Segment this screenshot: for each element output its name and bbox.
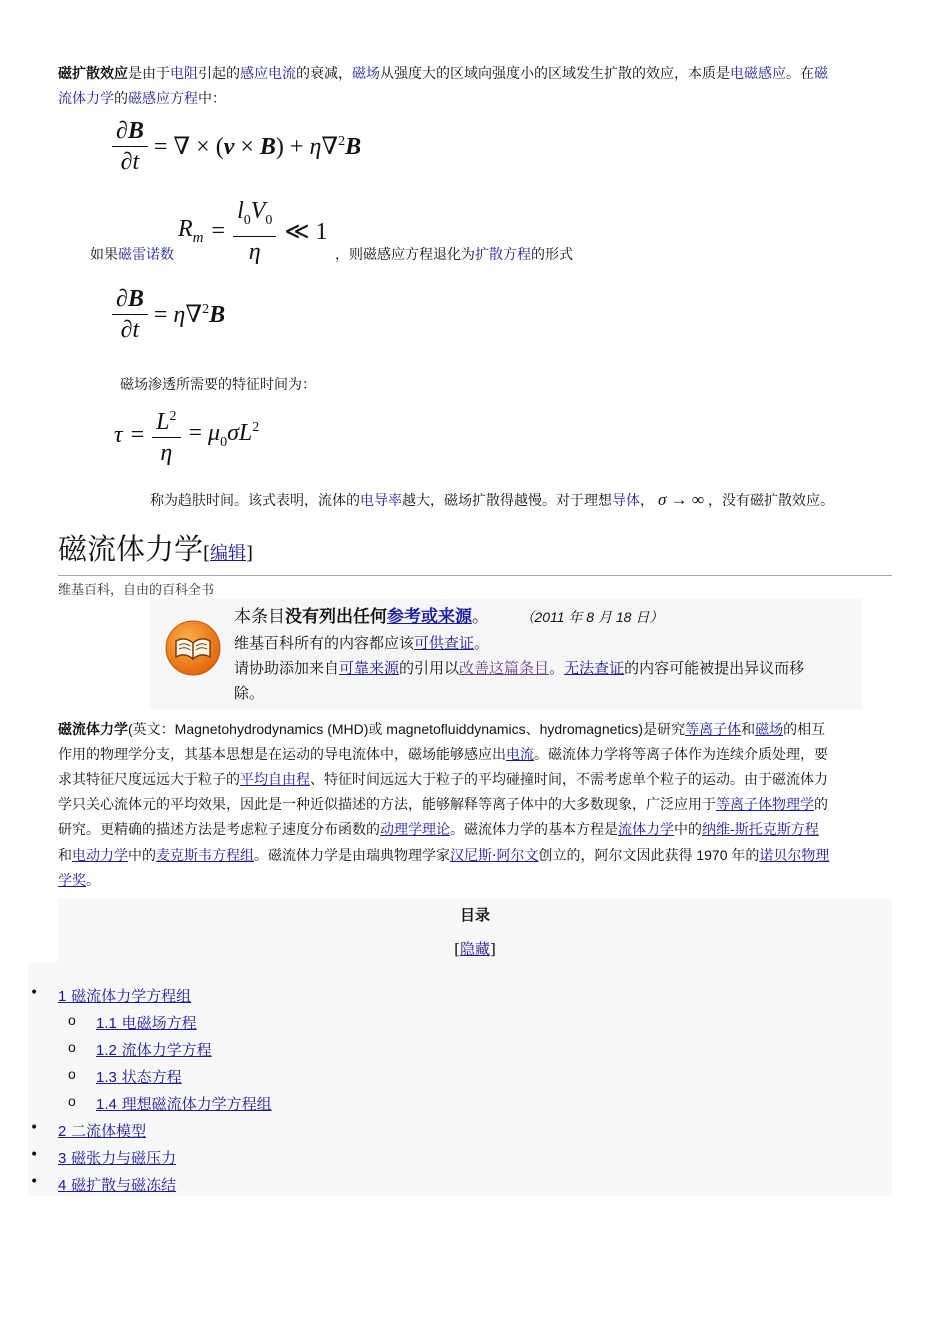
unreferenced-notice [150, 599, 862, 709]
section-heading: 磁流体力学[编辑] [58, 530, 892, 576]
link-mean-free-path[interactable]: 平均自由程 [240, 772, 310, 788]
notice-text-part: 本条目 [234, 607, 285, 627]
fraction [112, 284, 148, 345]
link-magnetic-field[interactable]: 磁场 [352, 66, 380, 82]
intro-text: 。在 [786, 66, 814, 82]
reynolds-text: 的形式 [531, 247, 573, 263]
notice-text [234, 603, 854, 706]
site-subtitle: 维基百科，自由的百科全书 [58, 583, 215, 598]
toc-hide-toggle [58, 938, 892, 959]
intro-text: 是由于 [128, 66, 170, 82]
reynolds-text-left [90, 244, 174, 264]
article-text: 。磁流体力学是由瑞典物理学家 [254, 848, 450, 864]
sigma-infinity-math: σ → ∞ [658, 490, 705, 509]
skin-text: ， [640, 493, 654, 509]
article-text: 、特征时间远远大于粒子的平均碰撞时间，不需考虑单个粒子的运动。由于磁流体力 [310, 772, 828, 788]
notice-text-part: 。 [474, 634, 490, 652]
notice-text-part: 维基百科所有的内容都应该 [234, 634, 415, 652]
toc-bullet: • [30, 1147, 39, 1163]
toc-item-2[interactable]: 2 二流体模型 [58, 1122, 147, 1140]
notice-text-part: 。 [549, 659, 565, 677]
skin-text: 越大，磁场扩散得越慢。对于理想 [402, 493, 612, 509]
article-text: 作用的物理学分支，其基本思想是在运动的导电流体中，磁场能够感应出 [58, 747, 506, 763]
link-diffusion-equation[interactable]: 扩散方程 [475, 247, 531, 263]
intro-text: 的衰减， [296, 66, 352, 82]
book-icon [164, 619, 222, 681]
link-hannes-alfven[interactable]: 汉尼斯·阿尔文 [450, 848, 539, 864]
link-improve-article[interactable]: 改善这篇条目 [459, 659, 550, 677]
toc-item-1-2[interactable]: 1.2 流体力学方程 [96, 1041, 212, 1059]
intro-text: 引起的 [198, 66, 240, 82]
intro-text: 的 [114, 91, 128, 107]
article-paragraph [58, 717, 894, 894]
fraction [152, 402, 180, 468]
toc-title: 目录 [459, 906, 490, 924]
section-title: 磁流体力学 [58, 532, 204, 566]
article-english-term: Magnetohydrodynamics (MHD) [174, 721, 369, 737]
fraction-denominator: ∂t [120, 149, 140, 175]
article-text: 或 magnetofluiddynamics、hydromagnetics)是研究 [368, 721, 686, 737]
skin-text: 称为趋肤时间。该式表明，流体的 [150, 493, 360, 509]
diffusion-equation: $\frac{\partial B}{\partial t}$ = η∇$^2$B [112, 284, 225, 345]
article-text: 。 [86, 873, 100, 889]
edit-link[interactable]: 编辑 [210, 543, 247, 564]
toc-bracket: ] [490, 940, 496, 958]
toc-bullet: • [30, 1174, 39, 1190]
intro-paragraph [58, 62, 894, 112]
link-resistance[interactable]: 电阻 [170, 66, 198, 82]
fraction-numerator: ∂B [112, 284, 148, 315]
toc-bullet: • [30, 985, 39, 1001]
char-time-text: 磁场渗透所需要的特征时间为： [120, 377, 316, 393]
skin-time-line [150, 490, 834, 510]
toc-bracket: [ [454, 940, 460, 958]
link-mhd-b[interactable]: 流体力学 [58, 91, 114, 107]
article-text: 和 [58, 848, 72, 864]
toc-bullet: o [68, 1012, 76, 1028]
link-conductivity[interactable]: 电导率 [360, 493, 402, 509]
toc-item-4[interactable]: 4 磁扩散与磁冻结 [58, 1176, 177, 1194]
toc-bullet: • [30, 1120, 39, 1136]
article-term: 磁流体力学 [58, 722, 128, 738]
link-induced-current[interactable]: 感应电流 [240, 66, 296, 82]
link-maxwell-equations[interactable]: 麦克斯韦方程组 [156, 848, 254, 864]
intro-text: 从强度大的区域向强度小的区域发生扩散的效应，本质是 [380, 66, 730, 82]
link-plasma-physics[interactable]: 等离子体物理学 [716, 797, 814, 813]
article-text: 学只关心流体元的平均效果，因此是一种近似描述的方法，能够解释等离子体中的大多数现象，广泛应用于 [58, 797, 716, 813]
link-nobel-prize-a[interactable]: 诺贝尔物理 [759, 848, 830, 864]
fraction-denominator: η [160, 440, 173, 466]
toc-bullet: o [68, 1066, 76, 1082]
reynolds-equation: $R_m$ = $\frac{l_0V_0}{\eta}$ ≪ 1 [178, 198, 328, 265]
notice-bold: 没有列出任何 [285, 607, 387, 627]
reynolds-text: ，则磁感应方程退化为 [335, 247, 475, 263]
fraction-numerator: $l_0V_0$ [233, 196, 276, 237]
notice-date: （2011 年 8 月 18 日） [520, 609, 664, 625]
toc-item-3[interactable]: 3 磁张力与磁压力 [58, 1149, 177, 1167]
notice-text-part: 的引用以 [399, 659, 460, 677]
notice-text-part: 的内容可能被提出异议而移 [624, 659, 805, 677]
toc-item-1-3[interactable]: 1.3 状态方程 [96, 1068, 182, 1086]
article-text: 和 [741, 722, 756, 738]
notice-text-part: 请协助添加来自 [234, 659, 340, 677]
link-current[interactable]: 电流 [506, 747, 534, 763]
induction-equation [112, 116, 361, 177]
toc-item-1[interactable]: 1 磁流体力学方程组 [58, 987, 192, 1005]
fraction [233, 196, 276, 267]
link-conductor[interactable]: 导体 [612, 493, 640, 509]
toc-bullet: o [68, 1039, 76, 1055]
link-magnetic-field-2[interactable]: 磁场 [755, 722, 784, 738]
toc-item-1-1[interactable]: 1.1 电磁场方程 [96, 1014, 197, 1032]
article-text: 的相互 [783, 722, 826, 738]
link-reliable-sources[interactable]: 可靠来源 [339, 659, 400, 677]
link-fluid-mechanics[interactable]: 流体力学 [618, 822, 674, 838]
toc-hide-link[interactable]: 隐藏 [459, 940, 490, 958]
rm-symbol: $R_m$ [178, 216, 204, 246]
article-text: (英文： [128, 721, 175, 737]
toc-item-1-4[interactable]: 1.4 理想磁流体力学方程组 [96, 1095, 272, 1113]
link-navier-stokes[interactable]: 纳维-斯托克斯方程 [702, 822, 819, 838]
fraction-denominator: η [248, 238, 261, 265]
link-induction-equation[interactable]: 磁感应方程 [128, 91, 198, 107]
link-verifiable[interactable]: 可供查证 [414, 634, 475, 652]
tau-symbol: τ [114, 421, 123, 448]
tau-equation: τ = $\frac{L^2}{\eta}$ = $\mu_0\sigma L^2$ [114, 402, 259, 468]
article-text: 求其特征尺度远远大于粒子的 [58, 772, 240, 788]
intro-term: 磁扩散效应 [58, 66, 128, 82]
link-em-induction[interactable]: 电磁感应 [730, 66, 786, 82]
intro-text: 中： [198, 91, 226, 107]
article-text: 。磁流体力学的基本方程是 [450, 822, 618, 838]
article-text: 中的 [674, 822, 702, 838]
notice-text-part: 。 [472, 607, 489, 627]
article-text: 。磁流体力学将等离子体作为连续介质处理，要 [534, 747, 828, 763]
link-mhd-a[interactable]: 磁 [814, 66, 828, 82]
equation-rhs: = ∇ × (v × B) + η∇$^2$B [153, 134, 362, 160]
link-plasma[interactable]: 等离子体 [685, 722, 742, 738]
link-kinetic-theory[interactable]: 动理学理论 [380, 822, 450, 838]
article-text: 中的 [128, 848, 156, 864]
link-references[interactable]: 参考或来源 [387, 607, 472, 627]
toc-bullet: o [68, 1093, 76, 1109]
reynolds-text-right [335, 244, 573, 264]
article-text: 创立的，阿尔文因此获得 1970 年的 [538, 847, 760, 863]
fraction [112, 116, 148, 177]
link-unverifiable[interactable]: 无法查证 [564, 659, 625, 677]
fraction-numerator: $L^2$ [152, 402, 180, 438]
notice-text-part: 除。 [234, 684, 265, 702]
article-text: 的 [814, 797, 828, 813]
fraction-denominator: ∂t [120, 317, 140, 343]
article-text: 研究。更精确的描述方法是考虑粒子速度分布函数的 [58, 822, 380, 838]
fraction-numerator: ∂B [112, 116, 148, 147]
reynolds-text: 如果 [90, 247, 118, 263]
link-electrodynamics[interactable]: 电动力学 [72, 848, 128, 864]
link-nobel-prize-b[interactable]: 学奖 [58, 873, 86, 889]
link-magnetic-reynolds[interactable]: 磁雷诺数 [118, 247, 174, 263]
skin-text: ，没有磁扩散效应。 [708, 493, 835, 509]
